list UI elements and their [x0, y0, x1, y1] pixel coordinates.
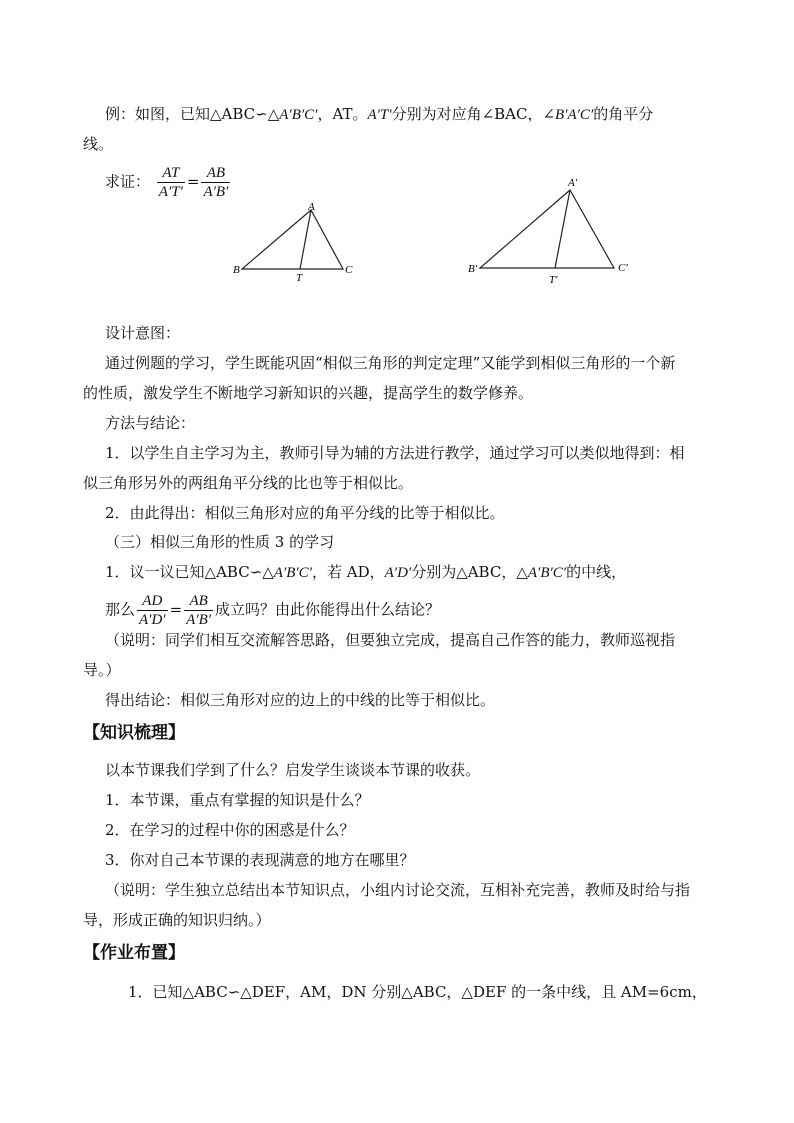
example-line-2: 线。 [83, 135, 114, 153]
triangle-abc-prime [480, 190, 614, 268]
section3-note-1: （说明：同学们相互交流解答思路，但要独立完成，提高自己作答的能力，教师巡视指 [105, 631, 676, 649]
knowledge-item-1: 1．本节课，重点有掌握的知识是什么？ [105, 791, 370, 809]
fraction-ab: $\frac{AB}{A'B'}$ [203, 165, 229, 200]
label-t-prime: T′ [549, 274, 558, 286]
label-a-prime: A′ [568, 177, 578, 189]
example-line-1: 例：如图，已知△ABC∽△A′B′C′，AT。A′T′分别为对应角∠BAC，∠B′A′C′的角平分 [105, 105, 654, 123]
segment-at [300, 210, 311, 269]
knowledge-item-3: 3．你对自己本节课的表现满意的地方在哪里？ [105, 851, 415, 869]
knowledge-intro: 以本节课我们学到了什么？启发学生谈谈本节课的收获。 [105, 761, 481, 779]
section3-conclusion: 得出结论：相似三角形对应的边上的中线的比等于相似比。 [105, 691, 496, 709]
fraction-at: $\frac{AT}{A'T'}$ [158, 165, 183, 200]
prove-statement: 求证： $\frac{AT}{A'T'}$ = $\frac{AB}{A'B'}$ [105, 165, 229, 200]
method-title: 方法与结论： [105, 414, 196, 432]
homework-heading: 【作业布置】 [83, 943, 185, 963]
design-paragraph-1: 通过例题的学习，学生既能巩固“相似三角形的判定定理”又能学到相似三角形的一个新 [105, 354, 676, 372]
knowledge-item-2: 2．在学习的过程中你的困惑是什么？ [105, 821, 355, 839]
label-a: A [308, 201, 315, 213]
section3-question-2: 那么 $\frac{AD}{A'D'}$ = $\frac{AB}{A'B'}$ 成立吗？由此你能得出什么结论？ [105, 593, 441, 628]
triangle-abc-prime-figure [462, 172, 642, 292]
design-paragraph-2: 的性质，激发学生不断地学习新知识的兴趣，提高学生的数学修养。 [83, 384, 534, 402]
label-b-prime: B′ [468, 263, 478, 275]
label-t: T [296, 272, 303, 284]
method-item-2: 2．由此得出：相似三角形对应的角平分线的比等于相似比。 [105, 504, 505, 522]
section3-note-2: 导。） [83, 661, 121, 679]
section3-question-1: 1．议一议已知△ABC∽△A′B′C′，若 AD，A′D′分别为△ABC，△A′B′C′的中线， [105, 563, 627, 581]
fraction-ad: $\frac{AD}{A'D'}$ [139, 593, 166, 628]
label-c: C [345, 264, 353, 276]
label-b: B [233, 264, 240, 276]
knowledge-note-2: 导，形成正确的知识归纳。） [83, 911, 271, 929]
label-c-prime: C′ [618, 262, 628, 274]
homework-question-1: 1．已知△ABC∽△DEF，AM，DN 分别△ABC，△DEF 的一条中线，且 AM=6cm， [128, 983, 707, 1001]
method-item-1b: 似三角形另外的两组角平分线的比也等于相似比。 [83, 474, 414, 492]
knowledge-note-1: （说明：学生独立总结出本节知识点，小组内讨论交流，互相补充完善，教师及时给与指 [105, 881, 691, 899]
method-item-1a: 1．以学生自主学习为主，教师引导为辅的方法进行教学，通过学习可以类似地得到：相 [105, 444, 685, 462]
triangle-abc [242, 210, 343, 269]
triangle-abc-figure [230, 200, 360, 290]
section3-title: （三）相似三角形的性质 3 的学习 [105, 533, 335, 551]
knowledge-heading: 【知识梳理】 [83, 723, 185, 743]
fraction-ab-2: $\frac{AB}{A'B'}$ [186, 593, 212, 628]
design-title: 设计意图： [105, 324, 181, 342]
